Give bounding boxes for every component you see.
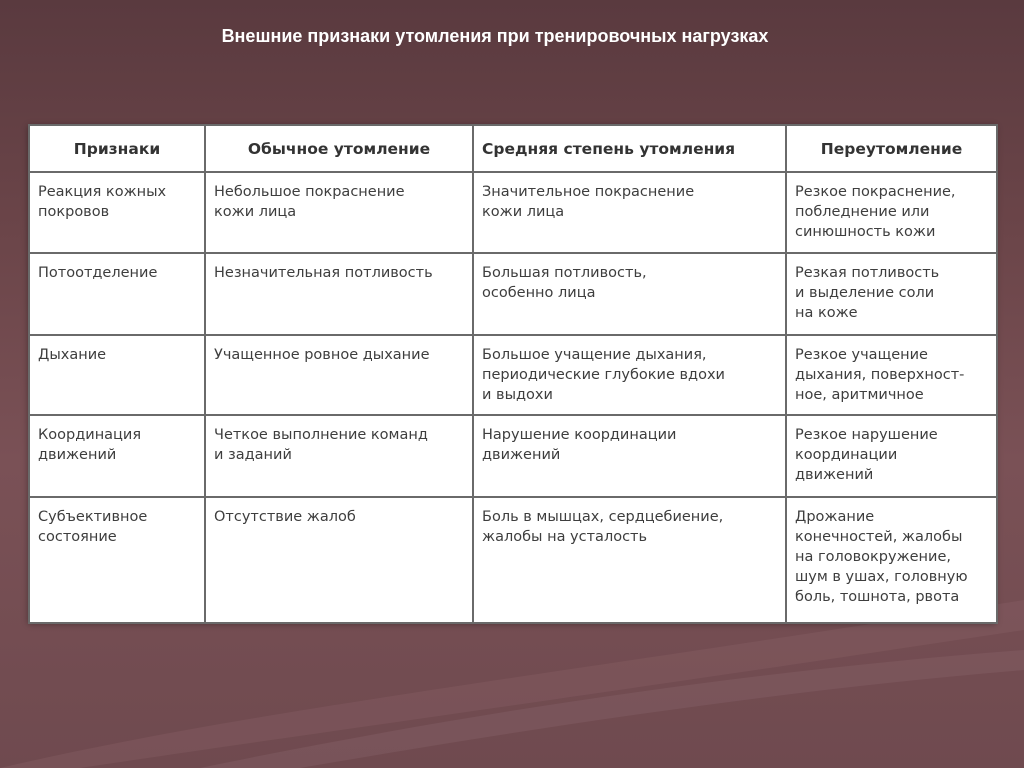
table-cell: Резкое покраснение, побледнение или синюшность кожи bbox=[786, 172, 997, 253]
table-cell: Отсутствие жалоб bbox=[205, 497, 473, 623]
table-row bbox=[29, 253, 997, 335]
table bbox=[28, 124, 998, 624]
table-row bbox=[29, 415, 997, 497]
slide-title: Внешние признаки утомления при тренировочных нагрузках bbox=[221, 26, 769, 46]
table-cell: Боль в мышцах, сердцебиение, жалобы на усталость bbox=[473, 497, 786, 623]
table-cell: Дрожание конечностей, жалобы на головокружение, шум в ушах, головную боль, тошнота, рвота bbox=[786, 497, 997, 623]
table-cell: Четкое выполнение команд и заданий bbox=[205, 415, 473, 497]
header-cell-signs: Признаки bbox=[29, 125, 205, 172]
table-row bbox=[29, 497, 997, 623]
table-cell: Реакция кожных покровов bbox=[29, 172, 205, 253]
table-cell: Нарушение координации движений bbox=[473, 415, 786, 497]
table-cell: Потоотделение bbox=[29, 253, 205, 335]
fatigue-signs-table bbox=[28, 124, 996, 622]
table-cell: Учащенное ровное дыхание bbox=[205, 335, 473, 415]
table-cell: Незначительная потливость bbox=[205, 253, 473, 335]
table-cell: Резкая потливость и выделение соли на коже bbox=[786, 253, 997, 335]
table-cell: Небольшое покраснение кожи лица bbox=[205, 172, 473, 253]
header-cell-overfatigue: Переутомление bbox=[786, 125, 997, 172]
table-cell: Резкое учащение дыхания, поверхност- ное, аритмичное bbox=[786, 335, 997, 415]
table-cell: Субъективное состояние bbox=[29, 497, 205, 623]
table-cell: Большое учащение дыхания, периодические глубокие вдохи и выдохи bbox=[473, 335, 786, 415]
header-cell-normal-fatigue: Обычное утомление bbox=[205, 125, 473, 172]
header-cell-medium-fatigue: Средняя степень утомления bbox=[473, 125, 786, 172]
table-row bbox=[29, 335, 997, 415]
table-row bbox=[29, 172, 997, 253]
table-cell: Координация движений bbox=[29, 415, 205, 497]
table-cell: Значительное покраснение кожи лица bbox=[473, 172, 786, 253]
table-cell: Большая потливость, особенно лица bbox=[473, 253, 786, 335]
table-header-row bbox=[29, 125, 997, 172]
table-cell: Резкое нарушение координации движений bbox=[786, 415, 997, 497]
table-cell: Дыхание bbox=[29, 335, 205, 415]
